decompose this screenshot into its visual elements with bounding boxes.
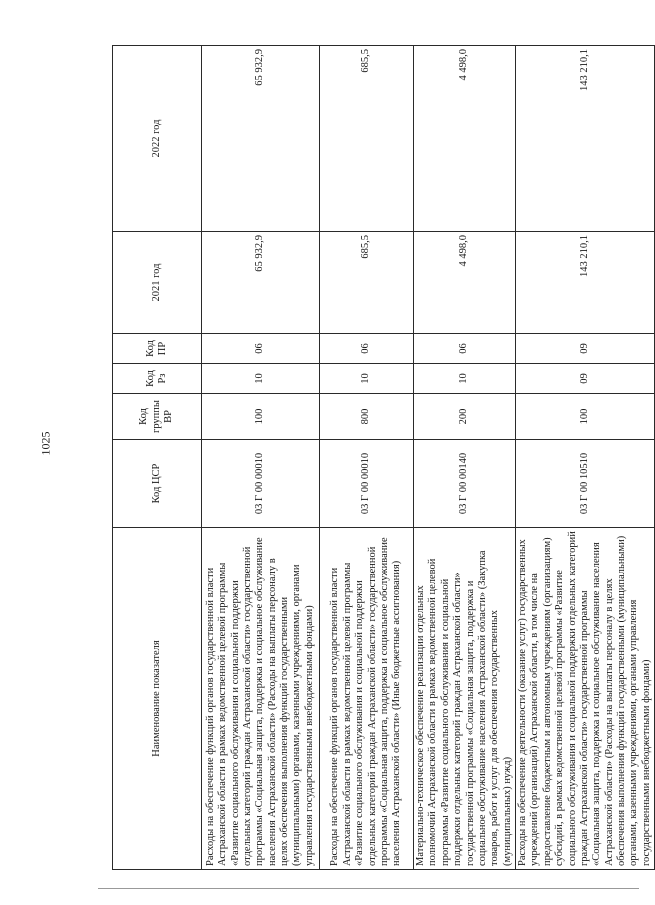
header-vr: Код группы ВР (113, 394, 202, 440)
row-2022: 4 498,0 (414, 46, 516, 232)
row-vr: 800 (320, 394, 414, 440)
table-row (516, 46, 655, 870)
row-rz: 10 (202, 364, 320, 394)
row-rz: 10 (414, 364, 516, 394)
row-name: Расходы на обеспечение функций органов государственной власти Астраханской области в рамках ведомственной целевой программы «Развитие социального обслуживания и социальной поддержки отдельных категорий граждан Астраханской области» государственной программы «Социальная защита, поддержка и социальное обслуживание населения Астраханской области» (Расходы на выплаты персоналу в целях обеспечения выполнения функций государственными (муниципальными) органами, казенными учреждениями, органами управления государственными внебюджетными фондами) (202, 528, 320, 870)
row-pr: 09 (516, 334, 655, 364)
row-rz: 10 (320, 364, 414, 394)
row-name: Расходы на обеспечение деятельности (оказание услуг) государственных учреждений (организаций) Астраханской области, в том числе на предоставление бюджетным и автономным учреждениям (организациям) субсидий, в рамках ведомственной целевой программы «Развитие социального обслуживания и социальной поддержки отдельных категорий граждан Астраханской области» государственной программы «Социальная защита, поддержка и социальное обслуживание населения Астраханской области» (Расходы на выплаты персоналу в целях обеспечения выполнения функций государственными (муниципальными) органами, казенными учреждениями, органами управления государственными внебюджетными фондами) (516, 528, 655, 870)
row-pr: 06 (414, 334, 516, 364)
row-2021: 65 932,9 (202, 232, 320, 334)
row-name: Материально-техническое обеспечение реализации отдельных полномочий Астраханской области в рамках ведомственной целевой программы «Развитие социального обслуживания и социальной поддержки отдельных категорий граждан Астраханской области» государственной программы «Социальная защита, поддержка и социальное обслуживание населения Астраханской области» (Закупка товаров, работ и услуг для обеспечения государственных (муниципальных) нужд) (414, 528, 516, 870)
row-rz: 09 (516, 364, 655, 394)
row-pr: 06 (320, 334, 414, 364)
header-rz: Код Рз (113, 364, 202, 394)
row-vr: 100 (516, 394, 655, 440)
row-csr: 03 Г 00 00010 (320, 440, 414, 528)
header-2022: 2022 год (113, 46, 202, 232)
budget-table (112, 45, 655, 870)
page-bottom-rule (98, 888, 639, 889)
row-2021: 143 210,1 (516, 232, 655, 334)
row-csr: 03 Г 00 00010 (202, 440, 320, 528)
row-2022: 143 210,1 (516, 46, 655, 232)
row-csr: 03 Г 00 00140 (414, 440, 516, 528)
row-name: Расходы на обеспечение функций органов государственной власти Астраханской области в рамках ведомственной целевой программы «Развитие социального обслуживания и социальной поддержки отдельных категорий граждан Астраханской области» государственной программы «Социальная защита, поддержка и социальное обслуживание населения Астраханской области» (Иные бюджетные ассигнования) (320, 528, 414, 870)
header-2021: 2021 год (113, 232, 202, 334)
row-pr: 06 (202, 334, 320, 364)
table-row (320, 46, 414, 870)
table-row (414, 46, 516, 870)
header-name: Наименование показателя (113, 528, 202, 870)
rotated-table-wrapper (112, 46, 652, 870)
row-2022: 65 932,9 (202, 46, 320, 232)
header-pr: Код ПР (113, 334, 202, 364)
page-number: 1025 (38, 431, 53, 456)
row-2021: 685,5 (320, 232, 414, 334)
row-2021: 4 498,0 (414, 232, 516, 334)
row-csr: 03 Г 00 10510 (516, 440, 655, 528)
header-row (113, 46, 202, 870)
header-csr: Код ЦСР (113, 440, 202, 528)
row-vr: 100 (202, 394, 320, 440)
row-2022: 685,5 (320, 46, 414, 232)
row-vr: 200 (414, 394, 516, 440)
table-row (202, 46, 320, 870)
